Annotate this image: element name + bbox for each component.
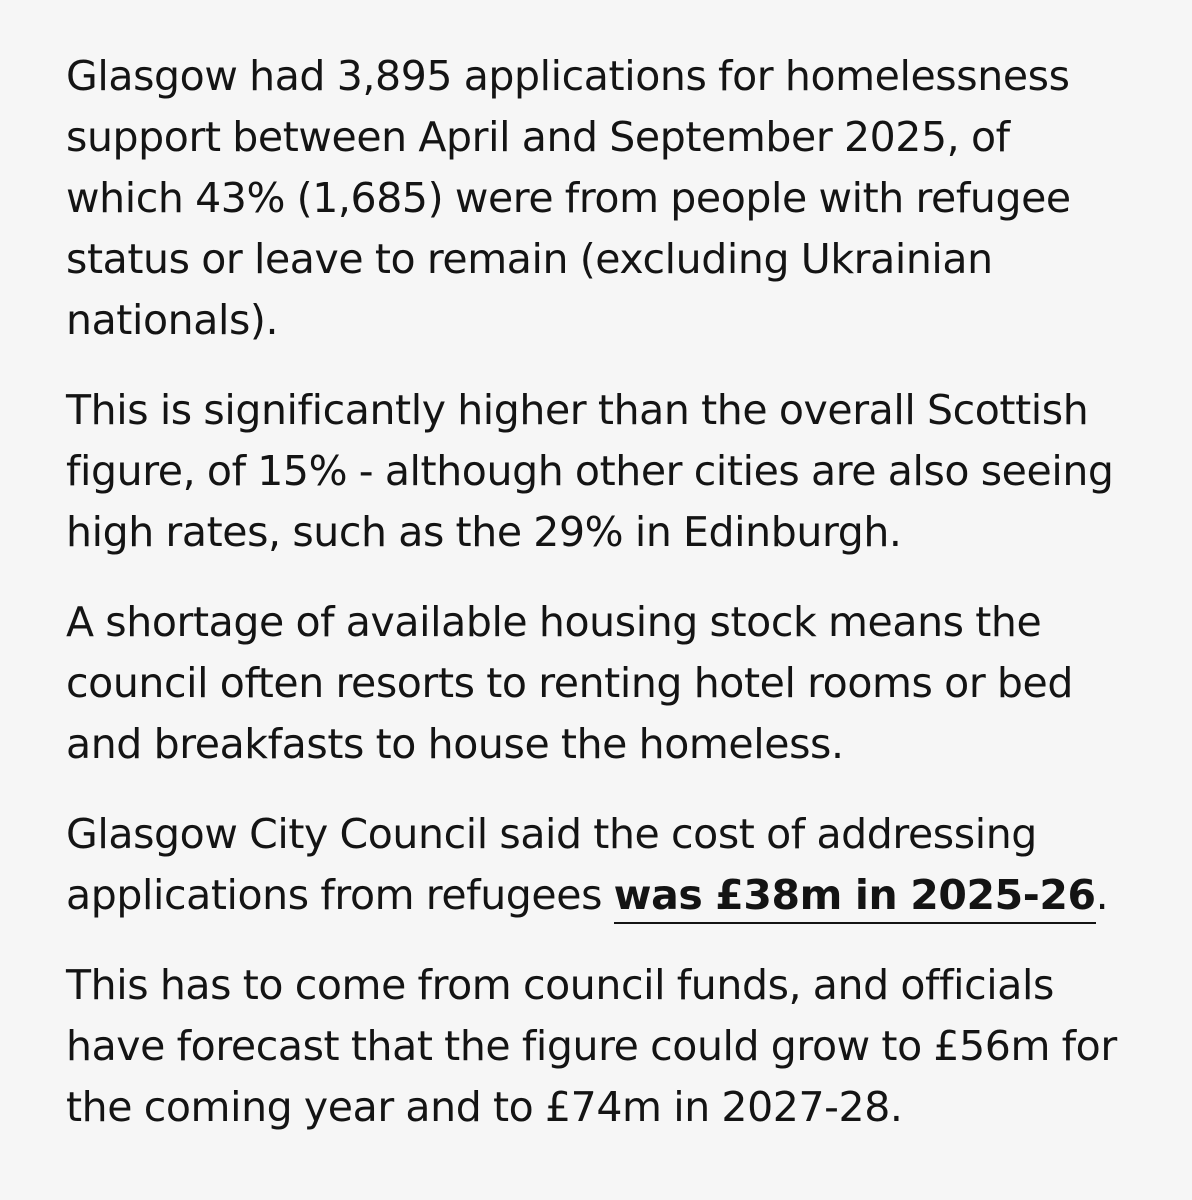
paragraph-forecast: This has to come from council funds, and officials have forecast that the figure could grow to £56m for the coming year and to £74m in 2027-28. (66, 961, 1117, 1131)
paragraph-homelessness-applications: Glasgow had 3,895 applications for homelessness support between April and September 2025, of which 43% (1,685) were from people with refugee status or leave to remain (excluding Ukrainian nationals). (66, 52, 1071, 344)
paragraph-council-cost-end: . (1095, 871, 1109, 919)
paragraph-scottish-comparison: This is significantly higher than the overall Scottish figure, of 15% - although other cities are also seeing high rates, such as the 29% in Edinburgh. (66, 386, 1114, 556)
paragraph-council-cost-text: Glasgow City Council said the cost of addressing applications from refugees (66, 810, 1037, 919)
cost-link[interactable]: was £38m in 2025-26 (614, 871, 1096, 924)
article-body (66, 46, 1136, 1138)
paragraph-council-cost (66, 804, 1136, 926)
paragraph-housing-shortage: A shortage of available housing stock means the council often resorts to renting hotel rooms or bed and breakfasts to house the homeless. (66, 598, 1073, 768)
